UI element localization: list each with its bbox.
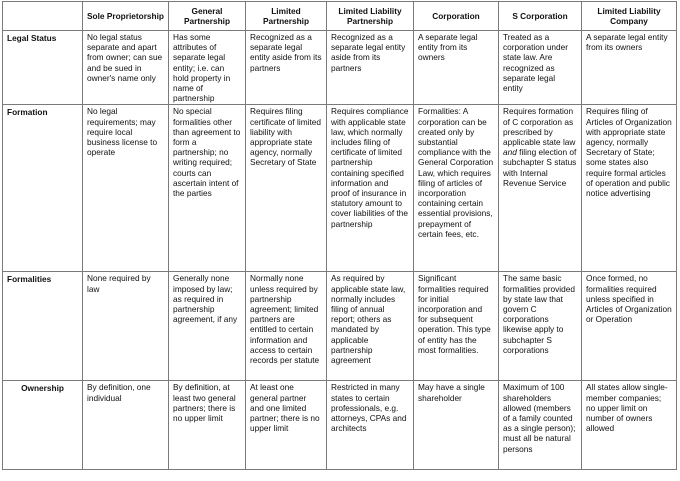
table-cell: By definition, one individual	[83, 381, 169, 470]
table-cell: Requires filing certificate of limited liability with appropriate state agency, normally Secretary of State	[246, 105, 327, 272]
table-row-formation	[3, 105, 677, 272]
table-cell: Formalities: A corporation can be created only by substantial compliance with the General Corporation Law, which requires filing of articles of incorporation containing certain essential provisions, prepayment of certain fees, etc.	[414, 105, 499, 272]
table-row-formalities	[3, 272, 677, 381]
table-cell: Restricted in many states to certain professionals, e.g. attorneys, CPAs and architects	[327, 381, 414, 470]
table-cell: Generally none imposed by law; as required in partnership agreement, if any	[169, 272, 246, 381]
table-cell: No legal status separate and apart from owner; can sue and be sued in owner's name only	[83, 31, 169, 105]
table-cell: Normally none unless required by partnership agreement; limited partners are entitled to certain information and access to certain records per statute	[246, 272, 327, 381]
table-cell: The same basic formalities provided by state law that govern C corporations likewise apply to subchapter S corporations	[499, 272, 582, 381]
table-cell: Has some attributes of separate legal entity; i.e. can hold property in name of partnership	[169, 31, 246, 105]
table-cell: Maximum of 100 shareholders allowed (members of a family counted as a single person); must all be natural persons	[499, 381, 582, 470]
table-cell: A separate legal entity from its owners	[414, 31, 499, 105]
header-row	[3, 2, 677, 31]
table-cell: Significant formalities required for initial incorporation and for subsequent operation. This type of entity has the most formalities.	[414, 272, 499, 381]
business-entity-comparison-table	[2, 1, 677, 470]
row-label-formation: Formation	[3, 105, 83, 272]
table-cell: At least one general partner and one limited partner; there is no upper limit	[246, 381, 327, 470]
table-cell: Treated as a corporation under state law. Are recognized as separate legal entity	[499, 31, 582, 105]
table-cell: No legal requirements; may require local business license to operate	[83, 105, 169, 272]
header-limited-liability-partnership: Limited Liability Partnership	[327, 2, 414, 31]
table-cell: Recognized as a separate legal entity aside from its partners	[327, 31, 414, 105]
table-cell: Requires formation of C corporation as prescribed by applicable state law and filing election of subchapter S status with Internal Revenue Service	[499, 105, 582, 272]
row-label-ownership: Ownership	[3, 381, 83, 470]
table-cell: A separate legal entity from its owners	[582, 31, 677, 105]
table-cell: Once formed, no formalities required unless specified in Articles of Organization or Operation	[582, 272, 677, 381]
table-row-ownership	[3, 381, 677, 470]
header-limited-liability-company: Limited Liability Company	[582, 2, 677, 31]
table-cell: Recognized as a separate legal entity aside from its partners	[246, 31, 327, 105]
header-limited-partnership: Limited Partnership	[246, 2, 327, 31]
header-corporation: Corporation	[414, 2, 499, 31]
table-cell: May have a single shareholder	[414, 381, 499, 470]
row-label-formalities: Formalities	[3, 272, 83, 381]
row-label-legal-status: Legal Status	[3, 31, 83, 105]
table-cell: Requires filing of Articles of Organization with appropriate state agency, normally Secretary of State; some states also require formal articles of operation and public notice advertising	[582, 105, 677, 272]
header-sole-proprietorship: Sole Proprietorship	[83, 2, 169, 31]
header-general-partnership: General Partnership	[169, 2, 246, 31]
table-cell: As required by applicable state law, normally includes filing of annual report; others as mandated by applicable partnership agreement	[327, 272, 414, 381]
table-cell: No special formalities other than agreement to form a partnership; no writing required; courts can ascertain intent of the parties	[169, 105, 246, 272]
table-row-legal-status	[3, 31, 677, 105]
table-cell: All states allow single-member companies; no upper limit on number of owners allowed	[582, 381, 677, 470]
table-cell: Requires compliance with applicable state law, which normally includes filing of certificate of limited partnership containing specified information and proof of insurance in statutory amount to cover liabilities of the partnership	[327, 105, 414, 272]
table-cell: None required by law	[83, 272, 169, 381]
header-s-corporation: S Corporation	[499, 2, 582, 31]
header-corner-cell	[3, 2, 83, 31]
table-cell: By definition, at least two general partners; there is no upper limit	[169, 381, 246, 470]
